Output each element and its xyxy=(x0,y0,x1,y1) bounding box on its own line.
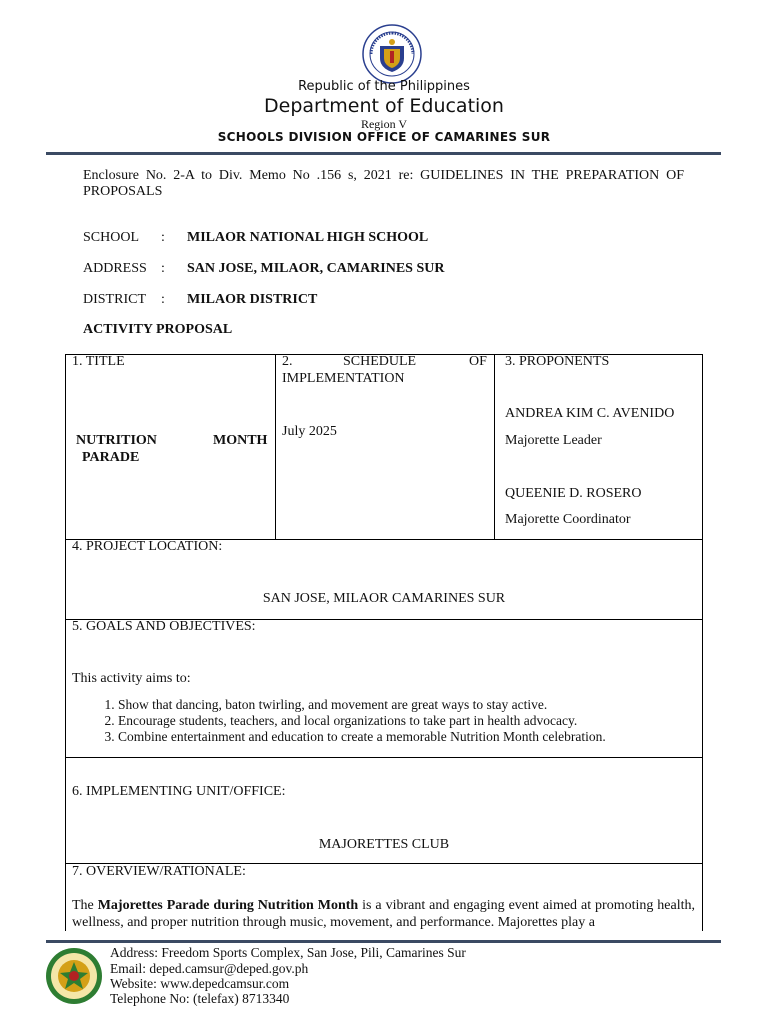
republic-heading: Republic of the Philippines xyxy=(298,79,470,94)
enclosure-text: Enclosure No. 2-A to Div. Memo No .156 s, 2021 re: GUIDELINES IN THE PREPARATION OF PROPOSALS xyxy=(83,168,684,199)
location-value: SAN JOSE, MILAOR CAMARINES SUR xyxy=(262,591,506,606)
overview-text-start: The xyxy=(72,898,98,913)
proponent-1-role: Majorette Leader xyxy=(505,433,602,448)
schedule-header-part1: 2. xyxy=(282,354,293,369)
school-value: MILAOR NATIONAL HIGH SCHOOL xyxy=(187,230,429,245)
colon: : xyxy=(161,230,165,245)
proponent-1-name: ANDREA KIM C. AVENIDO xyxy=(505,406,675,421)
department-heading: Department of Education xyxy=(264,95,504,117)
district-value: MILAOR DISTRICT xyxy=(187,292,318,307)
overview-text xyxy=(72,897,695,931)
location-header: 4. PROJECT LOCATION: xyxy=(72,539,223,554)
proponent-2-name: QUEENIE D. ROSERO xyxy=(505,486,642,501)
footer-telephone: Telephone No: (telefax) 8713340 xyxy=(110,991,290,1006)
overview-text-rest: is a vibrant and engaging event aimed at promoting health, wellness, and proper nutrition through music, movement, and performance. Majorettes play a xyxy=(72,898,696,930)
proponents-header: 3. PROPONENTS xyxy=(505,354,610,369)
goals-intro: This activity aims to: xyxy=(72,671,191,686)
address-value: SAN JOSE, MILAOR, CAMARINES SUR xyxy=(187,261,445,276)
title-value-part3: PARADE xyxy=(82,450,140,465)
goal-item: 2. Encourage students, teachers, and local organizations to take part in health advocacy. xyxy=(118,713,606,729)
proponent-2-role: Majorette Coordinator xyxy=(505,512,631,527)
footer-email: Email: deped.camsur@deped.gov.ph xyxy=(110,961,309,976)
title-value-part1: NUTRITION xyxy=(76,433,157,448)
goal-item: 1. Show that dancing, baton twirling, and movement are great ways to stay active. xyxy=(118,697,606,713)
division-heading: SCHOOLS DIVISION OFFICE OF CAMARINES SUR xyxy=(217,130,551,144)
goal-item: 3. Combine entertainment and education to create a memorable Nutrition Month celebration. xyxy=(118,729,606,745)
goals-list xyxy=(72,697,606,745)
schedule-header-part3: OF xyxy=(469,354,487,369)
title-value-part2: MONTH xyxy=(213,433,268,448)
deped-seal-icon xyxy=(362,24,422,84)
colon: : xyxy=(161,261,165,276)
sdo-camsur-seal-icon xyxy=(44,946,104,1006)
schedule-header-part2: SCHEDULE xyxy=(343,354,417,369)
activity-proposal-heading: ACTIVITY PROPOSAL xyxy=(83,322,233,337)
colon: : xyxy=(161,292,165,307)
goals-header: 5. GOALS AND OBJECTIVES: xyxy=(72,619,256,634)
unit-value: MAJORETTES CLUB xyxy=(318,837,450,852)
overview-header: 7. OVERVIEW/RATIONALE: xyxy=(72,864,246,879)
footer-address: Address: Freedom Sports Complex, San Jose, Pili, Camarines Sur xyxy=(110,945,466,960)
unit-header: 6. IMPLEMENTING UNIT/OFFICE: xyxy=(72,784,286,799)
schedule-header-part4: IMPLEMENTATION xyxy=(282,371,405,386)
address-label: ADDRESS xyxy=(83,261,147,276)
title-header: 1. TITLE xyxy=(72,354,125,369)
schedule-value: July 2025 xyxy=(282,424,337,439)
district-label: DISTRICT xyxy=(83,292,146,307)
header-divider xyxy=(46,152,721,155)
overview-text-bold: Majorettes Parade during Nutrition Month xyxy=(97,898,359,913)
region-heading: Region V xyxy=(360,117,408,131)
footer-divider xyxy=(46,940,721,943)
footer-website: Website: www.depedcamsur.com xyxy=(110,976,290,991)
school-label: SCHOOL xyxy=(83,230,140,245)
